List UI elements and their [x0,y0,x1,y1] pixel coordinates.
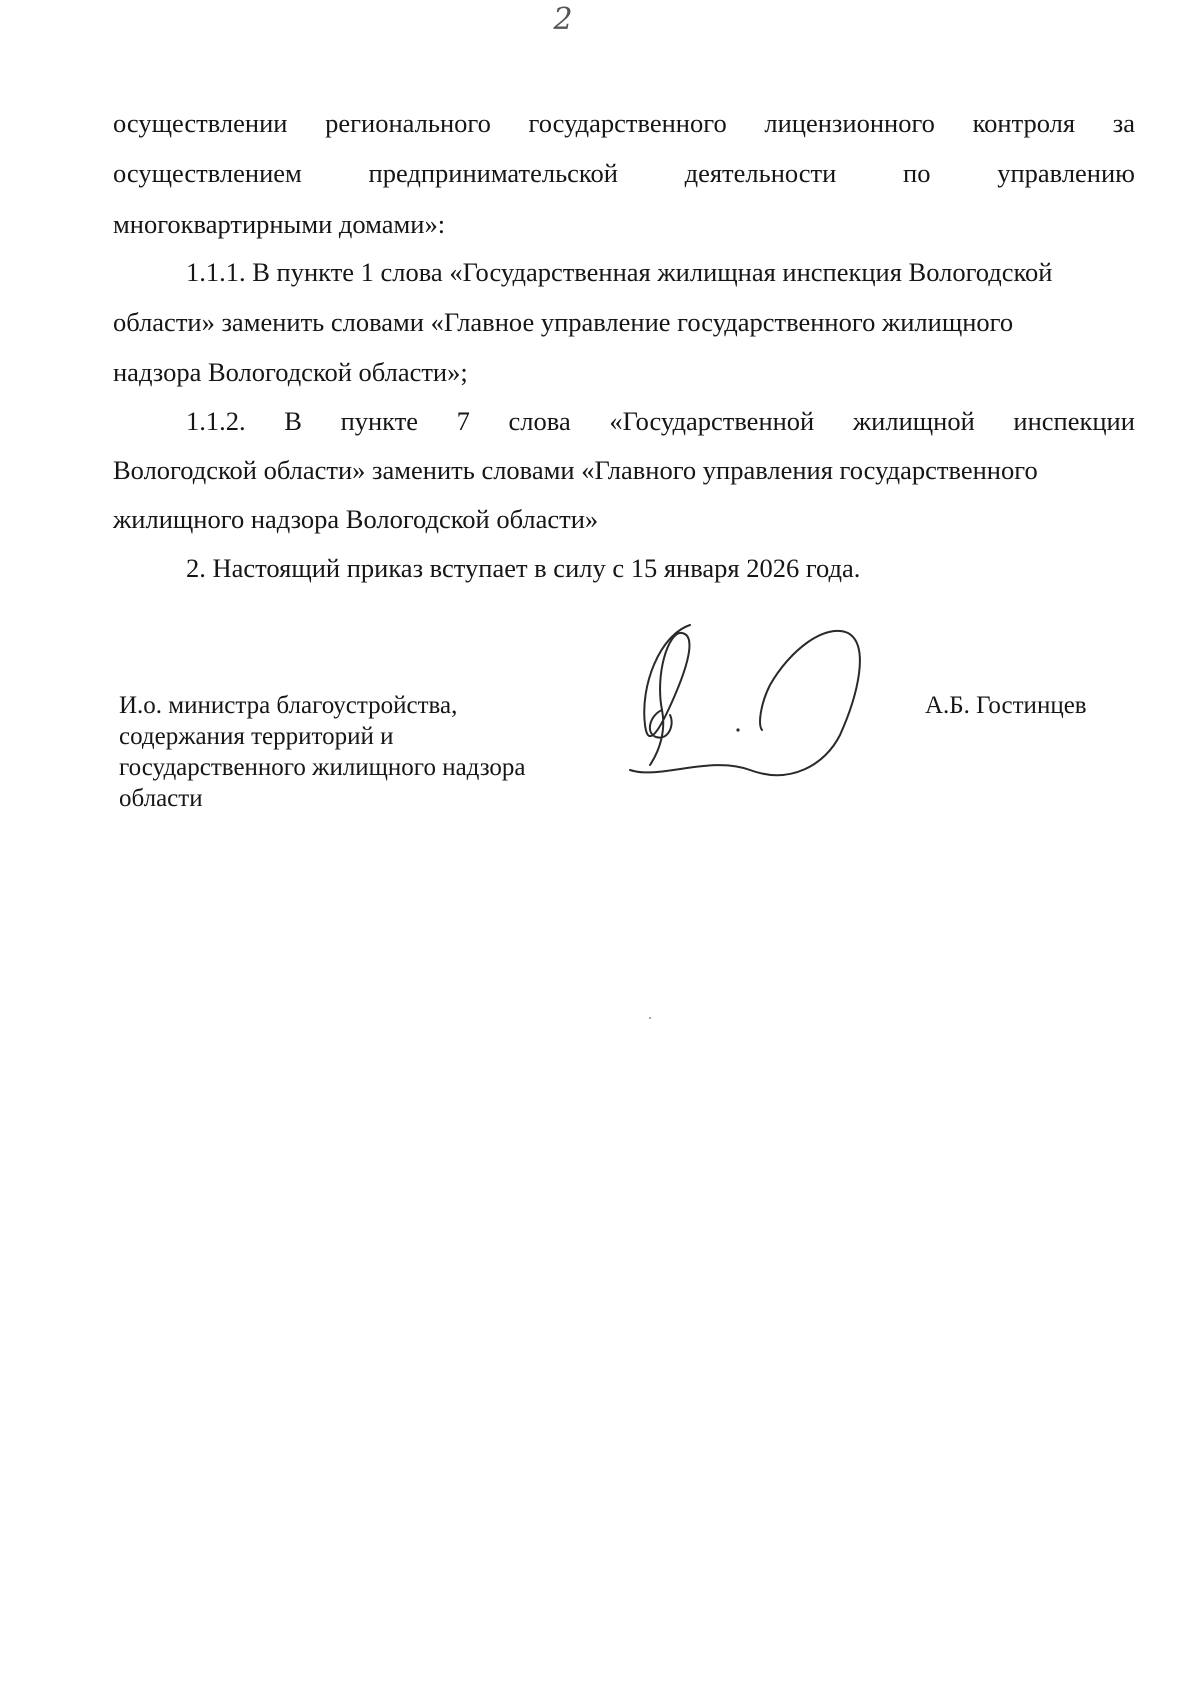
p111-line-1: 1.1.1. В пункте 1 слова «Государственная жилищная инспекция Вологодской [186,257,1053,287]
p112-line-1 [186,404,1135,438]
word: деятельности [684,158,837,188]
word: пункте [340,406,419,436]
intro-line-3: многоквартирными домами»: [113,209,446,239]
word: регионального [325,108,491,138]
signer-position [119,690,526,814]
position-line: содержания территорий и [119,723,394,750]
word: «Государственной [609,406,815,436]
word: слова [508,406,571,436]
word: управлению [997,158,1135,188]
signature-dot [736,728,739,731]
p2-line-1: 2. Настоящий приказ вступает в силу с 15 января 2026 года. [186,553,861,583]
p112-line-3: жилищного надзора Вологодской области» [113,504,599,534]
word: предпринимательской [368,158,618,188]
word: осуществлении [113,108,288,138]
word: по [903,158,931,188]
p112-line-2: Вологодской области» заменить словами «Главного управления государственного [113,455,1038,485]
word: за [1112,108,1135,138]
intro-line-1 [113,106,1135,140]
position-line: области [119,785,203,812]
word: В [284,406,302,436]
word: лицензионного [764,108,935,138]
p111-line-2: области» заменить словами «Главное управление государственного жилищного [113,307,1014,337]
position-line: государственного жилищного надзора [119,754,526,781]
position-line: И.о. министра благоустройства, [119,692,458,719]
word: жилищной [852,406,975,436]
handwritten-signature [620,615,880,795]
word: государственного [528,108,727,138]
intro-line-2 [113,156,1135,190]
signature-stroke [630,631,860,775]
word: 7 [456,406,470,436]
page-number: 2 [553,2,573,37]
signature-stroke [644,625,690,765]
word: осуществлением [113,158,302,188]
word: 1.1.2. [186,406,246,436]
signer-name: А.Б. Гостинцев [925,692,1087,719]
word: инспекции [1013,406,1135,436]
scan-speck [649,1017,651,1019]
p111-line-3: надзора Вологодской области»; [113,357,468,387]
word: контроля [972,108,1076,138]
